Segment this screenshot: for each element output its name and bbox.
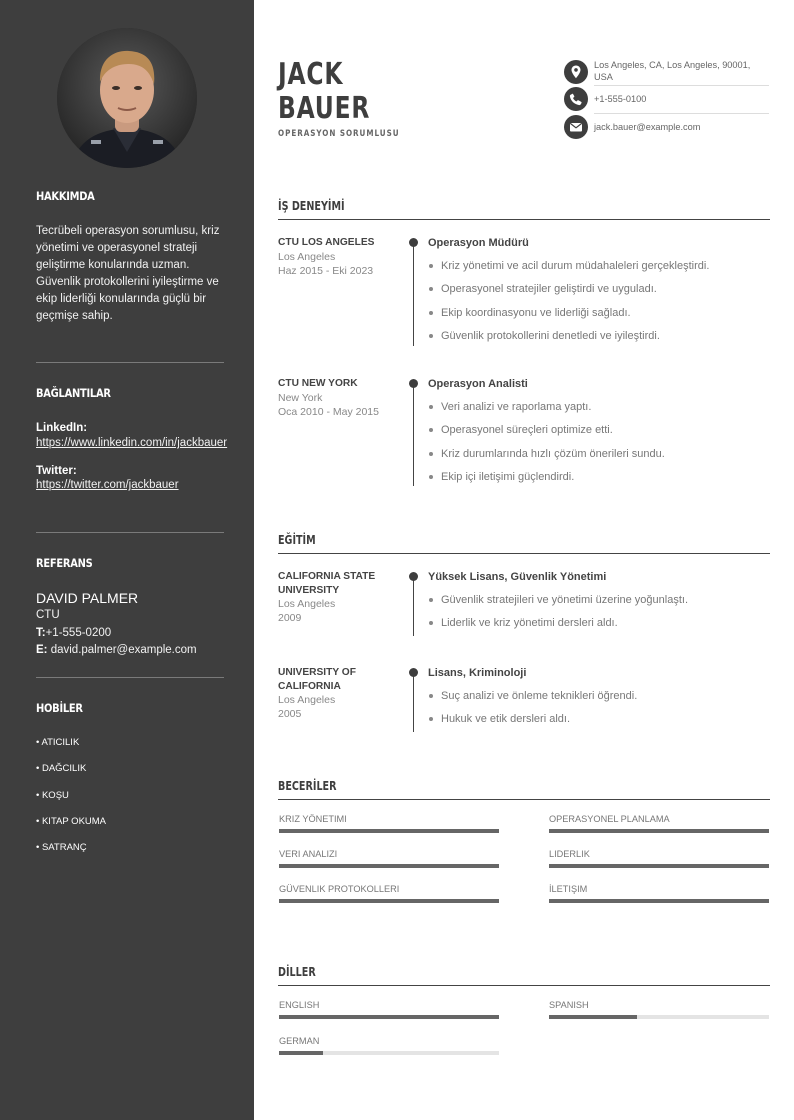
education-details xyxy=(428,666,770,736)
skill-item xyxy=(549,849,769,868)
sidebar-divider xyxy=(36,677,224,678)
contact-phone xyxy=(564,87,769,111)
language-bar xyxy=(549,1015,769,1019)
experience-item xyxy=(278,377,398,419)
reference-name: DAVID PALMER xyxy=(36,590,139,606)
skill-bar xyxy=(279,899,499,903)
section-rule xyxy=(278,799,770,800)
employment-dates: Haz 2015 - Eki 2023 xyxy=(278,264,374,277)
sidebar-divider xyxy=(36,362,224,363)
skill-bar-fill xyxy=(279,864,499,868)
hobbies-section xyxy=(36,701,224,868)
skill-item xyxy=(279,884,499,903)
list-item: Ekip koordinasyonu ve liderliği sağladı. xyxy=(428,306,770,329)
language-item xyxy=(279,1036,499,1055)
degree: Yüksek Lisans, Güvenlik Yönetimi xyxy=(428,571,607,583)
skill-name: VERI ANALIZI xyxy=(279,849,338,859)
contact-address xyxy=(564,59,769,87)
about-title: HAKKIMDA xyxy=(36,189,95,203)
hobby-item: • SATRANÇ xyxy=(36,842,87,854)
skill-bar-fill xyxy=(549,829,769,833)
skill-name: LIDERLIK xyxy=(549,849,590,859)
linkedin-link[interactable]: https://www.linkedin.com/in/jackbauer xyxy=(36,437,228,449)
education-bullet-list xyxy=(428,593,770,640)
language-bar xyxy=(279,1051,499,1055)
language-name: GERMAN xyxy=(279,1036,320,1046)
list-item: Kriz durumlarında hızlı çözüm önerileri sundu. xyxy=(428,447,770,470)
experience-title: İŞ DENEYİMİ xyxy=(278,199,345,213)
link-item-twitter xyxy=(36,465,224,493)
timeline-dot xyxy=(409,238,418,247)
degree: Lisans, Kriminoloji xyxy=(428,667,527,679)
timeline-line xyxy=(413,672,414,732)
language-name: SPANISH xyxy=(549,1000,589,1010)
reference-phone-value: +1-555-0200 xyxy=(45,627,112,639)
language-bar-fill xyxy=(279,1051,323,1055)
location-pin-icon xyxy=(564,60,588,84)
about-section xyxy=(36,189,224,324)
skill-item xyxy=(279,814,499,833)
last-name: BAUER xyxy=(278,91,371,126)
skill-name: KRIZ YÖNETIMI xyxy=(279,814,347,824)
about-text: Tecrübeli operasyon sorumlusu, kriz yönetimi ve operasyonel strateji geliştirme konularında uzman. Güvenlik protokollerini iyileştirme ve ekip liderliği konularında güçlü bir geçmişe sahip. xyxy=(36,225,220,322)
skill-bar xyxy=(549,899,769,903)
sidebar-divider xyxy=(36,532,224,533)
reference-company: CTU xyxy=(36,609,60,621)
skill-name: İLETIŞIM xyxy=(549,884,588,894)
skill-item xyxy=(549,814,769,833)
list-item: Ekip içi iletişimi güçlendirdi. xyxy=(428,470,770,493)
email-label: E: xyxy=(36,644,48,656)
timeline-dot xyxy=(409,379,418,388)
reference-email-value: david.palmer@example.com xyxy=(50,644,197,656)
skill-bar-fill xyxy=(279,829,499,833)
graduation-year: 2005 xyxy=(278,708,302,721)
skill-bar xyxy=(549,829,769,833)
links-title: BAĞLANTILAR xyxy=(36,386,111,400)
contact-email xyxy=(564,115,769,139)
education-title: EĞİTİM xyxy=(278,533,316,547)
skill-bar-fill xyxy=(549,864,769,868)
skill-bar xyxy=(279,829,499,833)
education-item xyxy=(278,666,398,721)
twitter-link[interactable]: https://twitter.com/jackbauer xyxy=(36,479,179,491)
hobby-item: • KITAP OKUMA xyxy=(36,815,107,827)
experience-details xyxy=(428,377,770,493)
section-rule xyxy=(278,985,770,986)
email-text[interactable]: jack.bauer@example.com xyxy=(594,122,701,132)
list-item: Güvenlik stratejileri ve yönetimi üzerine yoğunlaştı. xyxy=(428,593,770,616)
experience-details xyxy=(428,236,770,352)
link-item-linkedin xyxy=(36,422,228,451)
job-role: Operasyon Analisti xyxy=(428,378,528,390)
skill-name: OPERASYONEL PLANLAMA xyxy=(549,814,670,824)
language-bar xyxy=(279,1015,499,1019)
skill-bar xyxy=(549,864,769,868)
candidate-name xyxy=(278,58,370,126)
company-location: New York xyxy=(278,391,323,404)
section-rule xyxy=(278,219,770,220)
school-location: Los Angeles xyxy=(278,694,336,707)
reference-phone xyxy=(36,625,224,642)
company-name: CTU NEW YORK xyxy=(278,378,358,389)
responsibility-list xyxy=(428,400,770,493)
timeline-line xyxy=(413,383,414,486)
skill-item xyxy=(549,884,769,903)
list-item: Kriz yönetimi ve acil durum müdahaleleri gerçekleştirdi. xyxy=(428,259,770,282)
hobbies-title: HOBİLER xyxy=(36,701,83,715)
company-location: Los Angeles xyxy=(278,250,336,263)
list-item: Operasyonel süreçleri optimize etti. xyxy=(428,423,770,446)
school-name: CALIFORNIA STATE UNIVERSITY xyxy=(278,571,376,596)
hobby-item: • KOŞU xyxy=(36,789,69,801)
profile-photo xyxy=(57,28,197,168)
reference-email xyxy=(36,642,224,659)
timeline-line xyxy=(413,242,414,346)
education-item xyxy=(278,570,398,625)
graduation-year: 2009 xyxy=(278,612,302,625)
skill-item xyxy=(279,849,499,868)
timeline-line xyxy=(413,576,414,636)
school-name: UNIVERSITY OF CALIFORNIA xyxy=(278,667,356,692)
education-bullet-list xyxy=(428,689,770,736)
company-name: CTU LOS ANGELES xyxy=(278,237,375,248)
list-item: Suç analizi ve önleme teknikleri öğrendi. xyxy=(428,689,770,712)
first-name: JACK xyxy=(278,57,344,92)
linkedin-label: LinkedIn: xyxy=(36,422,88,434)
sidebar xyxy=(0,0,254,1120)
responsibility-list xyxy=(428,259,770,352)
reference-section xyxy=(36,556,224,659)
language-bar-fill xyxy=(279,1015,499,1019)
skills-title: BECERİLER xyxy=(278,779,337,793)
skill-name: GÜVENLIK PROTOKOLLERI xyxy=(279,884,400,894)
hobby-item: • ATICILIK xyxy=(36,737,80,748)
phone-text[interactable]: +1-555-0100 xyxy=(594,94,647,104)
language-bar-fill xyxy=(549,1015,637,1019)
phone-icon xyxy=(564,87,588,111)
email-icon xyxy=(564,115,588,139)
job-role: Operasyon Müdürü xyxy=(428,237,529,249)
skill-bar-fill xyxy=(549,899,769,903)
list-item: Veri analizi ve raporlama yaptı. xyxy=(428,400,770,423)
list-item: Güvenlik protokollerini denetledi ve iyileştirdi. xyxy=(428,329,770,352)
list-item: Hukuk ve etik dersleri aldı. xyxy=(428,712,770,735)
contact-divider xyxy=(594,85,769,86)
address-text: Los Angeles, CA, Los Angeles, 90001, USA xyxy=(594,60,751,82)
languages-title: DİLLER xyxy=(278,965,316,979)
school-location: Los Angeles xyxy=(278,598,336,611)
timeline-dot xyxy=(409,668,418,677)
job-title: OPERASYON SORUMLUSU xyxy=(278,129,400,139)
skill-bar xyxy=(279,864,499,868)
employment-dates: Oca 2010 - May 2015 xyxy=(278,405,379,418)
experience-item xyxy=(278,236,398,278)
language-item xyxy=(549,1000,769,1019)
hobby-item: • DAĞCILIK xyxy=(36,763,87,775)
hobby-list xyxy=(36,737,224,868)
timeline-dot xyxy=(409,572,418,581)
list-item: Liderlik ve kriz yönetimi dersleri aldı. xyxy=(428,616,770,639)
phone-label: T: xyxy=(36,627,46,639)
contact-divider xyxy=(594,113,769,114)
links-section xyxy=(36,386,228,493)
section-rule xyxy=(278,553,770,554)
skill-bar-fill xyxy=(279,899,499,903)
language-name: ENGLISH xyxy=(279,1000,320,1010)
language-item xyxy=(279,1000,499,1019)
twitter-label: Twitter: xyxy=(36,465,77,477)
reference-title: REFERANS xyxy=(36,556,93,570)
education-details xyxy=(428,570,770,640)
list-item: Operasyonel stratejiler geliştirdi ve uyguladı. xyxy=(428,282,770,305)
